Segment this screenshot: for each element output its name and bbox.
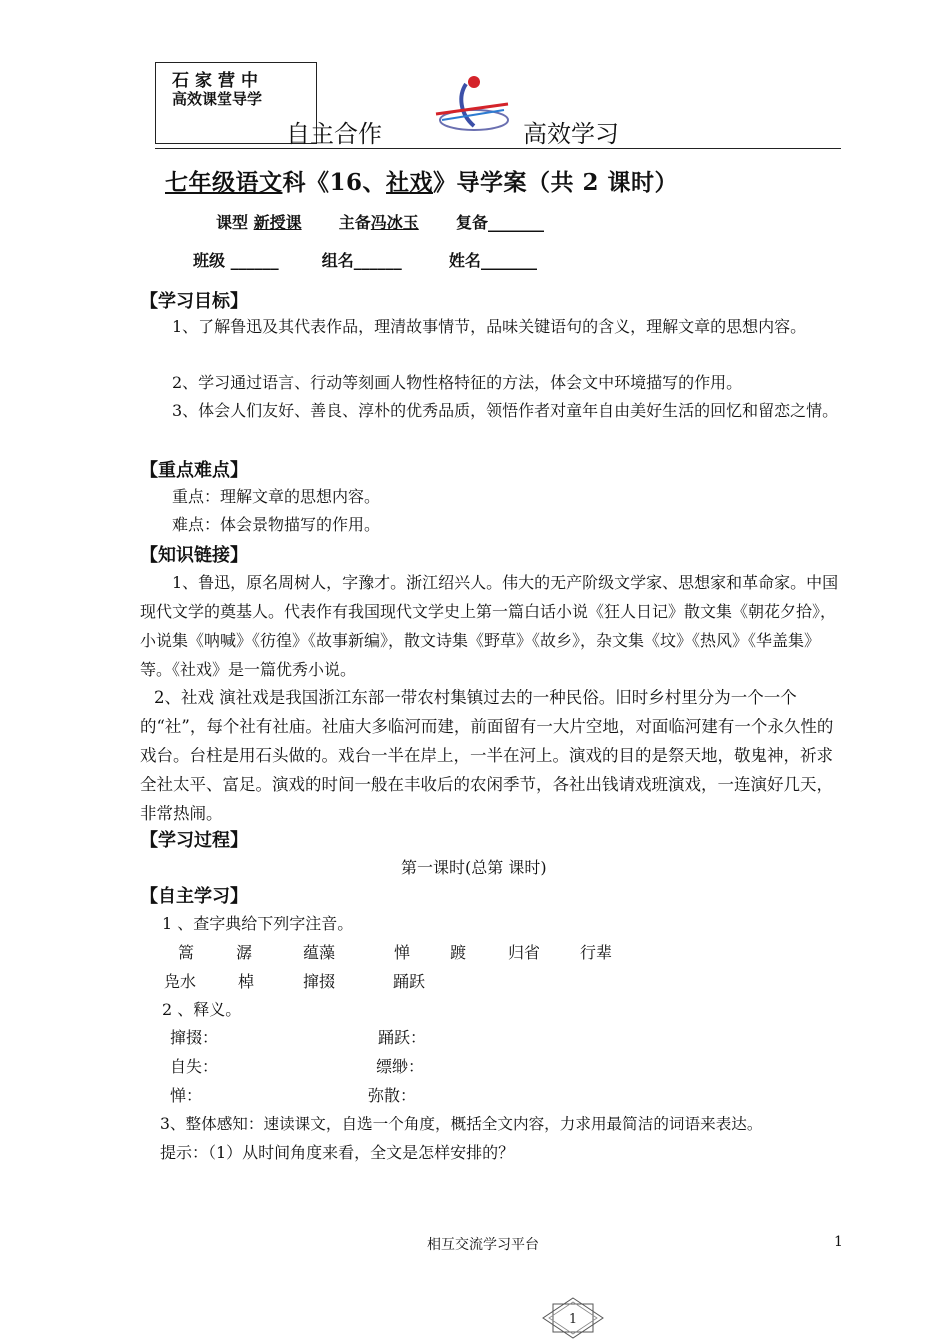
definition-term: 弥散： (368, 1086, 417, 1105)
keypoint-item: 重点：理解文章的思想内容。 (172, 487, 381, 506)
definition-term: 缥缈： (376, 1057, 425, 1076)
author-label: 主备 (338, 213, 371, 232)
author-value: 冯冰玉 (370, 213, 419, 232)
title-lesson: 社戏 (386, 169, 434, 196)
section-self-study: 【自主学习】 (140, 886, 248, 907)
header-divider (155, 148, 841, 149)
word-item: 蕴藻 (303, 943, 336, 962)
word-item: 归省 (508, 943, 541, 962)
motto-right: 高效学习 (523, 120, 619, 148)
title-subject: 语文 (235, 169, 283, 196)
section-keypoints: 【重点难点】 (140, 460, 248, 481)
definition-term: 踊跃： (378, 1028, 427, 1047)
section-knowledge: 【知识链接】 (140, 545, 248, 566)
page-number: 1 (834, 1234, 843, 1250)
definition-term: 自失： (170, 1057, 219, 1076)
word-item: 踱 (450, 943, 467, 962)
page-ornament-icon (541, 1296, 605, 1340)
school-logo (428, 70, 520, 146)
section-process: 【学习过程】 (140, 830, 248, 851)
knowledge-item: 2、社戏 演社戏是我国浙江东部一带农村集镇过去的一种民俗。旧时乡村里分为一个一个的“社”，每个社有社庙。社庙大多临河而建，前面留有一大片空地，对面临河建有一个永久性的戏台。台柱是用石头做的。戏台一半在岸上，一半在河上。演戏的目的是祭天地，敬鬼神，祈求全社太平、富足。演戏的时间一般在丰收后的农闲季节，各社出钱请戏班演戏，一连演好几天，非常热闹。 (140, 688, 834, 823)
group-label: 组名 (321, 251, 354, 270)
word-item: 惮 (394, 943, 411, 962)
word-item: 凫水 (164, 972, 197, 991)
word-item: 篙 (178, 943, 195, 962)
goal-item: 1、了解鲁迅及其代表作品，理清故事情节，品味关键语句的含义，理解文章的思想内容。 (172, 317, 807, 336)
title-grade: 七年级 (165, 169, 236, 196)
section-goals: 【学习目标】 (140, 291, 248, 312)
goal-item: 2、学习通过语言、行动等刻画人物性格特征的方法，体会文中环境描写的作用。 (172, 373, 743, 392)
ornament-page-number: 1 (568, 1312, 578, 1327)
class-blank[interactable]: ______ (230, 251, 279, 270)
class-label: 班级 (193, 251, 226, 270)
goal-item: 3、体会人们友好、善良、淳朴的优秀品质，领悟作者对童年自由美好生活的回忆和留恋之情。 (172, 401, 839, 420)
definition-term: 惮： (170, 1086, 203, 1105)
review-blank[interactable]: _______ (487, 213, 544, 232)
type-label: 课型 (216, 213, 249, 232)
meta-row-2 (193, 248, 537, 271)
type-value: 新授课 (253, 213, 302, 232)
keypoint-item: 难点：体会景物描写的作用。 (172, 515, 381, 534)
definition-term: 撺掇： (170, 1028, 219, 1047)
lesson-heading: 第一课时(总第 课时) (401, 858, 547, 877)
motto-left: 自主合作 (286, 120, 382, 148)
word-item: 潺 (236, 943, 253, 962)
group-blank[interactable]: ______ (353, 251, 402, 270)
question-2: 2 、释义。 (162, 1000, 242, 1019)
question-1: 1 、查字典给下列字注音。 (162, 914, 354, 933)
title-mid: 科《16、 (282, 169, 387, 196)
word-item: 行辈 (580, 943, 613, 962)
meta-row-1 (216, 210, 544, 233)
word-item: 棹 (238, 972, 255, 991)
review-label: 复备 (455, 213, 488, 232)
hint-text: 提示：（1）从时间角度来看，全文是怎样安排的？ (160, 1143, 515, 1162)
footer-text: 相互交流学习平台 (427, 1237, 539, 1253)
word-item: 踊跃 (393, 972, 426, 991)
name-label: 姓名 (448, 251, 481, 270)
school-name: 石家营中 (172, 71, 264, 91)
school-subtitle: 高效课堂导学 (172, 90, 263, 108)
document-title (165, 164, 678, 197)
name-blank[interactable]: _______ (480, 251, 537, 270)
title-suffix: 》导学案（共 2 课时） (433, 169, 679, 196)
question-3: 3、整体感知：速读课文，自选一个角度，概括全文内容，力求用最简洁的词语来表达。 (160, 1115, 763, 1133)
knowledge-item: 1、鲁迅，原名周树人，字豫才。浙江绍兴人。伟大的无产阶级文学家、思想家和革命家。中国现代文学的奠基人。代表作有我国现代文学史上第一篇白话小说《狂人日记》散文集《朝花夕拾》，小说集《呐喊》《彷徨》《故事新编》，散文诗集《野草》《故乡》，杂文集《坟》《热风》《华盖集》等。《社戏》是一篇优秀小说。 (140, 573, 839, 679)
word-item: 撺掇 (303, 972, 336, 991)
